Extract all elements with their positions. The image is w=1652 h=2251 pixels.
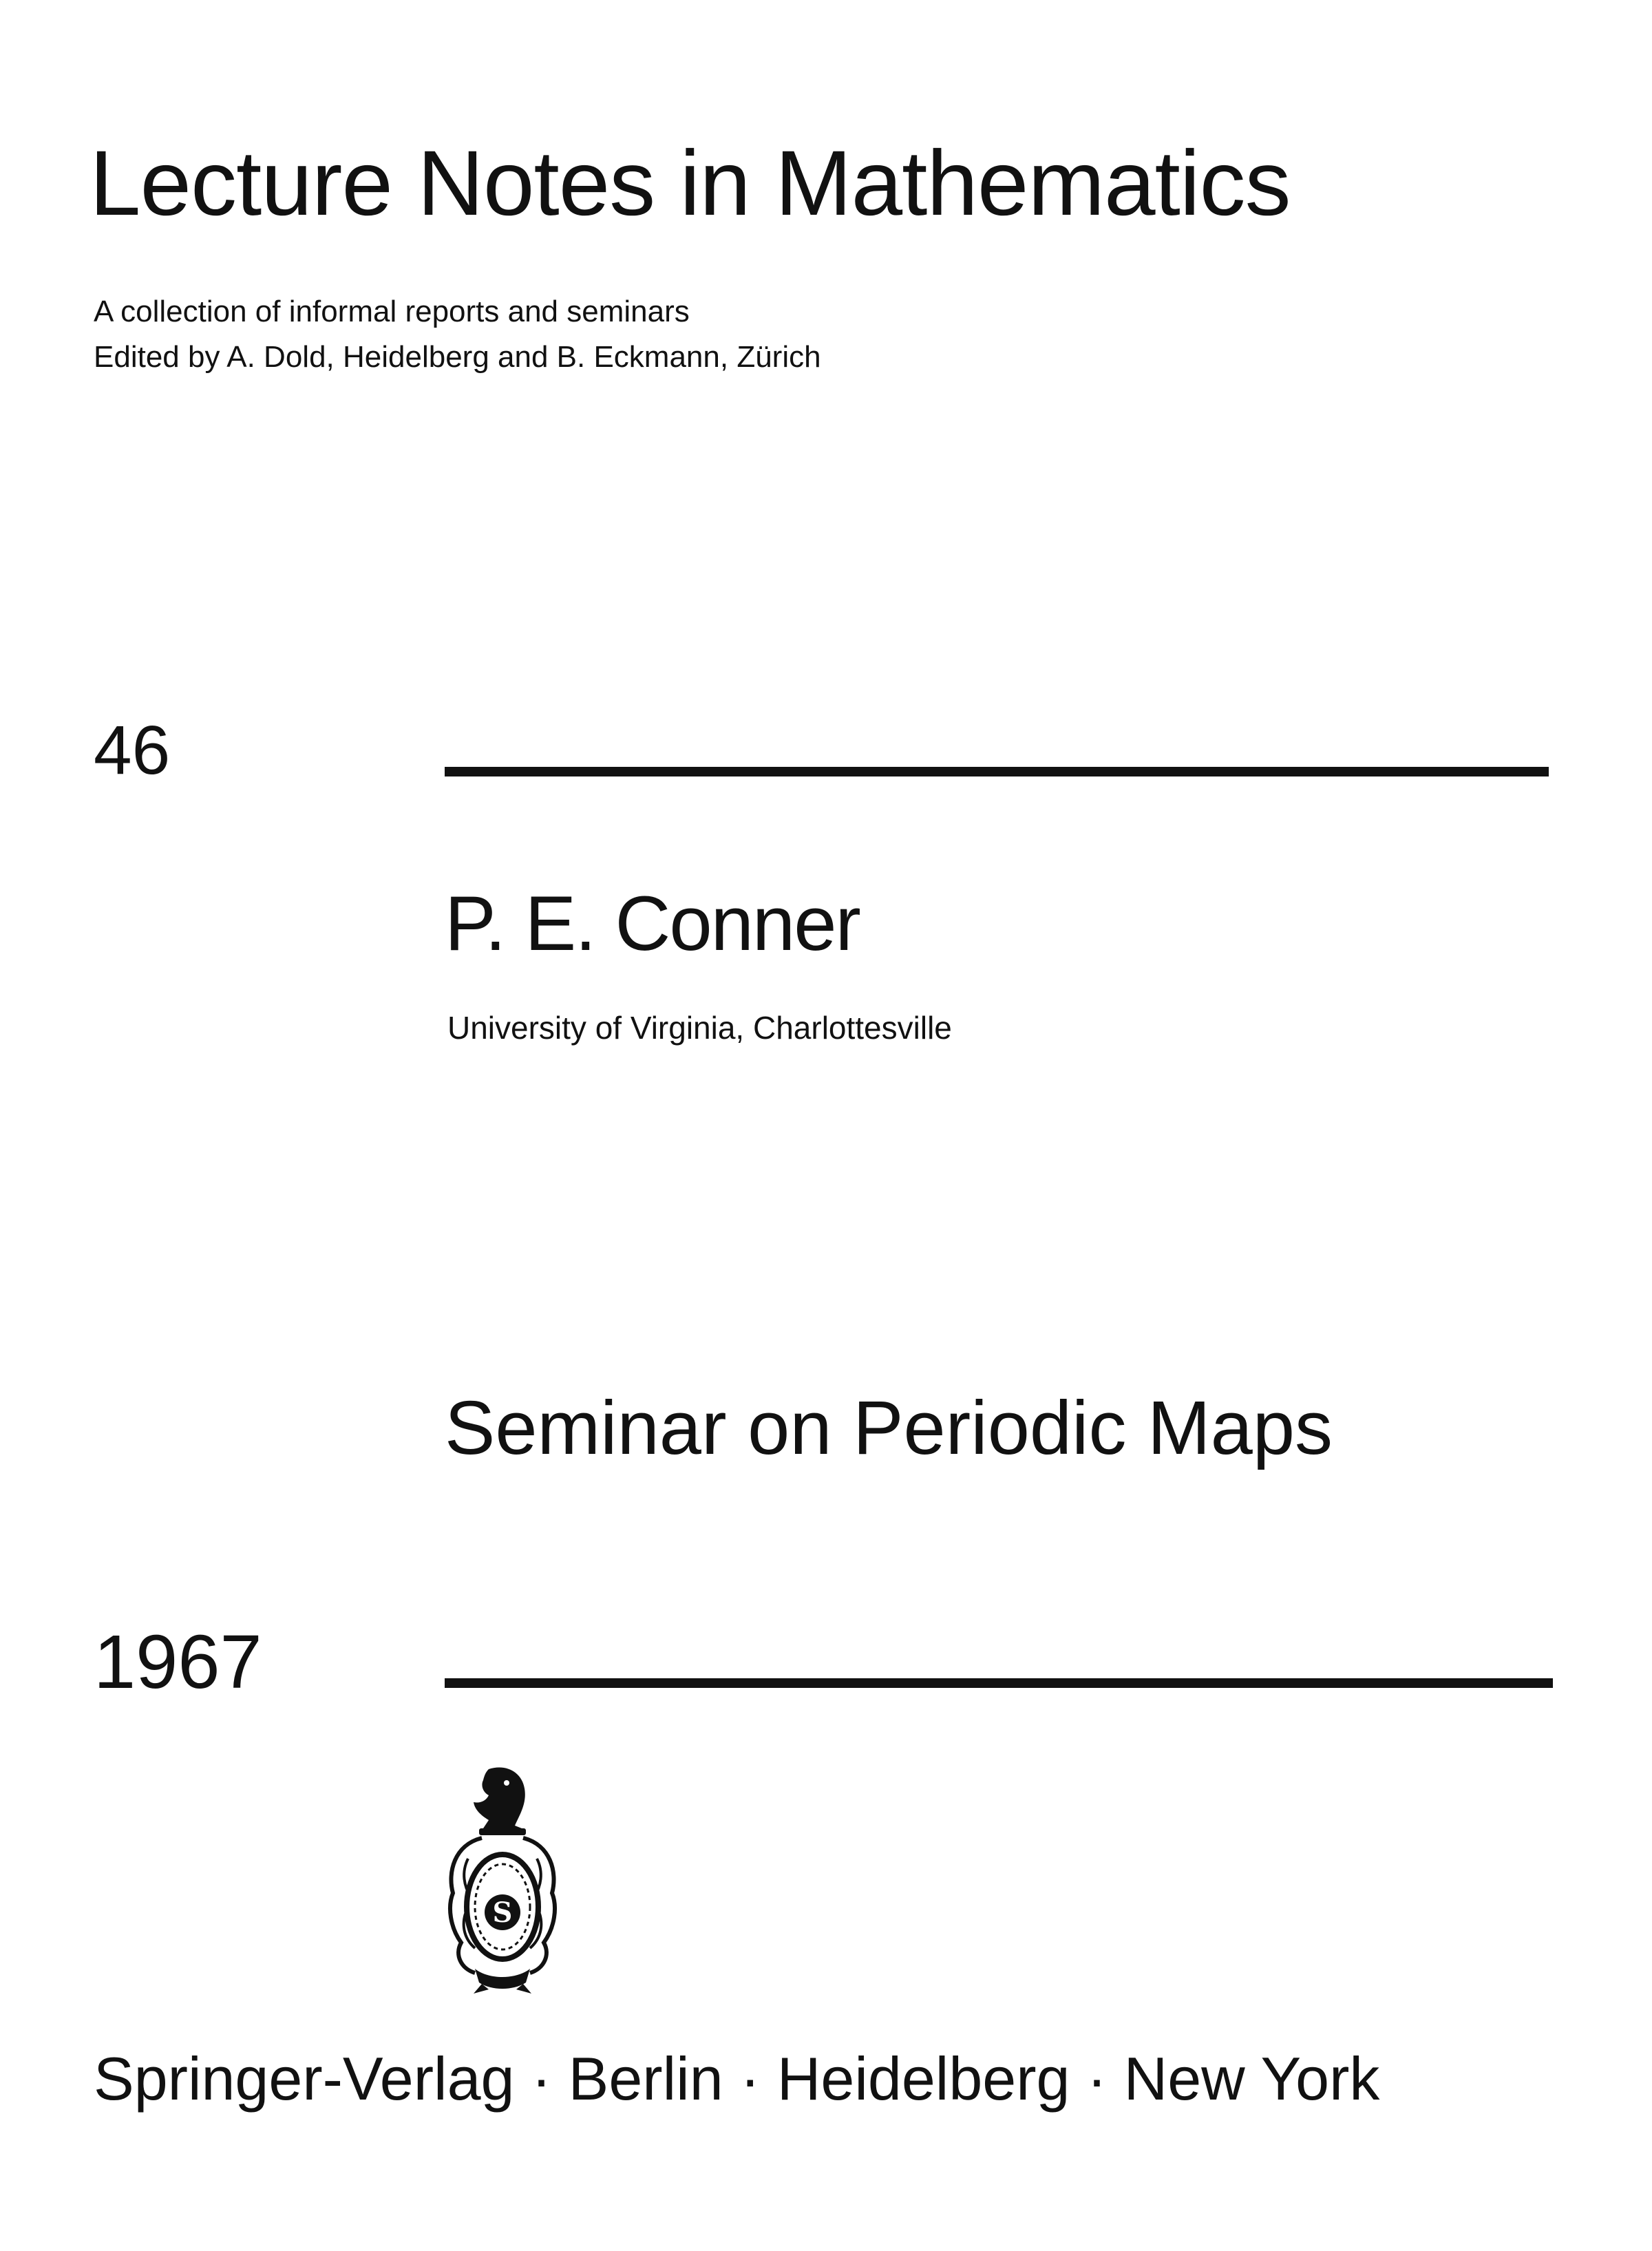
top-rule-divider (445, 767, 1549, 776)
book-title: Seminar on Periodic Maps (445, 1386, 1333, 1470)
author-affiliation: University of Virginia, Charlottesville (447, 1010, 952, 1046)
volume-number: 46 (94, 712, 171, 789)
springer-logo-icon (441, 1762, 564, 1996)
crest-shield (467, 1854, 538, 1959)
author-name: P. E. Conner (445, 880, 860, 966)
crest-base (474, 1969, 531, 1994)
series-subtitle-line-1: A collection of informal reports and seminars (94, 295, 690, 328)
series-title: Lecture Notes in Mathematics (89, 132, 1291, 235)
publisher-imprint: Springer-Verlag · Berlin · Heidelberg · New York (94, 2044, 1380, 2113)
series-editors-line: Edited by A. Dold, Heidelberg and B. Eckmann, Zürich (94, 340, 821, 374)
series-subtitle (94, 289, 821, 380)
bottom-rule-divider (445, 1678, 1553, 1688)
publication-year: 1967 (94, 1620, 262, 1704)
chess-knight-icon (474, 1768, 526, 1835)
svg-text:S: S (492, 1896, 513, 1929)
